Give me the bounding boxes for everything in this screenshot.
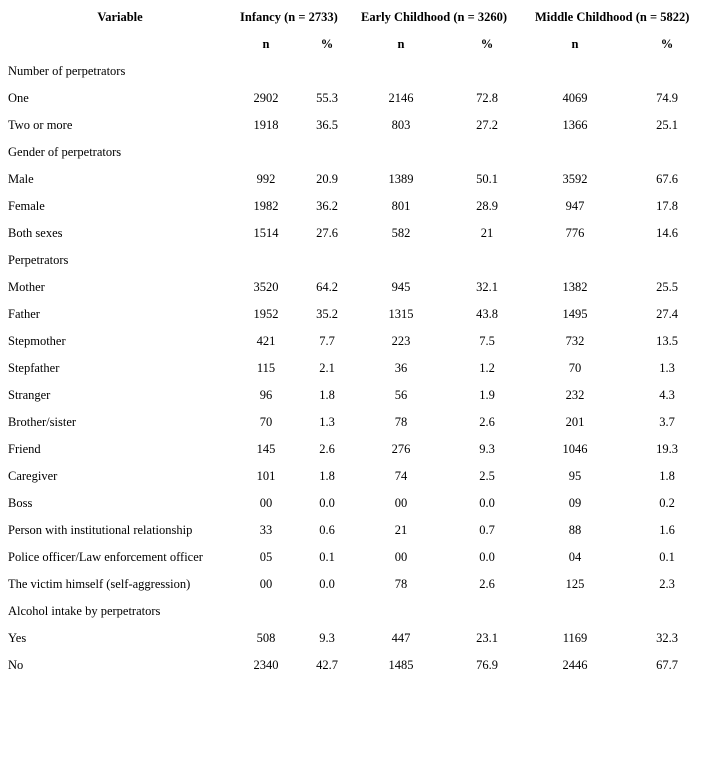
row-label: Caregiver [8, 469, 58, 483]
cell-middle-n: 1495 [562, 307, 588, 321]
cell-infancy-pct: 1.8 [319, 388, 335, 402]
cell-infancy-pct: 42.7 [316, 658, 338, 672]
table-row [0, 85, 717, 112]
cell-infancy-pct: 2.1 [319, 361, 335, 375]
cell-early-n: 74 [394, 469, 408, 483]
cell-middle-n: 1046 [562, 442, 588, 456]
cell-infancy-n: 1952 [253, 307, 279, 321]
table-row [0, 355, 717, 382]
cell-middle-pct: 3.7 [659, 415, 675, 429]
cell-middle-n: 88 [568, 523, 582, 537]
cell-middle-pct: 14.6 [656, 226, 678, 240]
section-label: Number of perpetrators [8, 64, 126, 78]
row-label: Police officer/Law enforcement officer [8, 550, 203, 564]
cell-infancy-pct: 9.3 [319, 631, 335, 645]
cell-early-n: 00 [394, 496, 408, 510]
cell-early-pct: 1.9 [479, 388, 495, 402]
cell-infancy-n: 96 [259, 388, 273, 402]
cell-middle-pct: 4.3 [659, 388, 675, 402]
row-label: One [8, 91, 29, 105]
cell-middle-pct: 1.3 [659, 361, 675, 375]
cell-infancy-n: 1514 [253, 226, 279, 240]
header-infancy: Infancy (n = 2733) [240, 10, 338, 24]
cell-early-pct: 7.5 [479, 334, 495, 348]
cell-early-pct: 0.0 [479, 550, 495, 564]
cell-early-pct: 9.3 [479, 442, 495, 456]
cell-early-n: 56 [394, 388, 408, 402]
cell-middle-pct: 13.5 [656, 334, 678, 348]
cell-infancy-n: 508 [256, 631, 276, 645]
row-label: Yes [8, 631, 27, 645]
header-variable: Variable [97, 10, 143, 24]
table-row [0, 409, 717, 436]
subheader-middle-n: n [571, 37, 579, 51]
cell-middle-pct: 1.6 [659, 523, 675, 537]
cell-middle-pct: 17.8 [656, 199, 678, 213]
table-row [0, 544, 717, 571]
cell-early-pct: 27.2 [476, 118, 498, 132]
cell-early-pct: 32.1 [476, 280, 498, 294]
cell-infancy-n: 421 [256, 334, 276, 348]
cell-infancy-n: 2340 [253, 658, 279, 672]
cell-early-n: 2146 [388, 91, 414, 105]
cell-middle-n: 04 [568, 550, 582, 564]
cell-middle-n: 125 [565, 577, 585, 591]
row-label: No [8, 658, 24, 672]
cell-middle-pct: 74.9 [656, 91, 678, 105]
cell-infancy-n: 33 [259, 523, 273, 537]
cell-infancy-n: 05 [259, 550, 273, 564]
cell-infancy-n: 00 [259, 496, 273, 510]
row-label: Person with institutional relationship [8, 523, 193, 537]
cell-infancy-n: 992 [256, 172, 276, 186]
row-label: Two or more [8, 118, 73, 132]
section-row [0, 139, 717, 166]
cell-middle-pct: 32.3 [656, 631, 678, 645]
cell-middle-pct: 67.7 [656, 658, 678, 672]
cell-middle-pct: 25.5 [656, 280, 678, 294]
cell-early-n: 582 [391, 226, 411, 240]
cell-infancy-n: 00 [259, 577, 273, 591]
table-row [0, 301, 717, 328]
table-row [0, 220, 717, 247]
row-label: The victim himself (self-aggression) [8, 577, 191, 591]
cell-middle-pct: 0.2 [659, 496, 675, 510]
table-row [0, 652, 717, 679]
subheader-middle-pct: % [660, 37, 674, 51]
cell-early-n: 447 [391, 631, 411, 645]
cell-infancy-pct: 0.0 [319, 496, 335, 510]
row-label: Stepmother [8, 334, 66, 348]
cell-infancy-pct: 55.3 [316, 91, 338, 105]
cell-middle-n: 4069 [562, 91, 588, 105]
section-row [0, 58, 717, 85]
cell-middle-n: 1169 [562, 631, 588, 645]
cell-early-pct: 28.9 [476, 199, 498, 213]
row-label: Stepfather [8, 361, 60, 375]
subheader-early-pct: % [480, 37, 494, 51]
cell-early-n: 945 [391, 280, 411, 294]
cell-infancy-n: 115 [256, 361, 276, 375]
cell-early-n: 36 [394, 361, 408, 375]
cell-early-n: 1485 [388, 658, 414, 672]
section-label: Gender of perpetrators [8, 145, 122, 159]
subheader-infancy-n: n [262, 37, 270, 51]
cell-early-n: 1389 [388, 172, 414, 186]
cell-early-pct: 2.6 [479, 415, 495, 429]
table-row [0, 382, 717, 409]
table-row [0, 328, 717, 355]
cell-middle-n: 09 [568, 496, 582, 510]
table-row [0, 625, 717, 652]
cell-early-n: 00 [394, 550, 408, 564]
section-row [0, 247, 717, 274]
table-row [0, 274, 717, 301]
cell-infancy-n: 1982 [253, 199, 279, 213]
cell-middle-pct: 1.8 [659, 469, 675, 483]
table-row [0, 166, 717, 193]
section-label: Alcohol intake by perpetrators [8, 604, 161, 618]
subheader-early-n: n [397, 37, 405, 51]
cell-early-pct: 50.1 [476, 172, 498, 186]
header-row [0, 4, 717, 31]
cell-infancy-pct: 0.1 [319, 550, 335, 564]
row-label: Male [8, 172, 34, 186]
cell-early-pct: 76.9 [476, 658, 498, 672]
row-label: Both sexes [8, 226, 63, 240]
cell-infancy-pct: 7.7 [319, 334, 335, 348]
cell-middle-n: 232 [565, 388, 585, 402]
cell-infancy-pct: 36.2 [316, 199, 338, 213]
subheader-infancy-pct: % [320, 37, 334, 51]
cell-infancy-pct: 0.0 [319, 577, 335, 591]
cell-early-pct: 1.2 [479, 361, 495, 375]
table-row [0, 490, 717, 517]
cell-early-n: 78 [394, 415, 408, 429]
cell-early-pct: 43.8 [476, 307, 498, 321]
cell-infancy-pct: 1.8 [319, 469, 335, 483]
cell-infancy-pct: 27.6 [316, 226, 338, 240]
cell-infancy-pct: 1.3 [319, 415, 335, 429]
row-label: Mother [8, 280, 45, 294]
cell-early-n: 21 [394, 523, 408, 537]
cell-middle-n: 947 [565, 199, 585, 213]
cell-early-n: 1315 [388, 307, 414, 321]
cell-early-n: 801 [391, 199, 411, 213]
cell-early-pct: 72.8 [476, 91, 498, 105]
cell-infancy-pct: 0.6 [319, 523, 335, 537]
cell-infancy-n: 3520 [253, 280, 279, 294]
cell-early-pct: 0.0 [479, 496, 495, 510]
header-middle-childhood: Middle Childhood (n = 5822) [535, 10, 690, 24]
cell-middle-pct: 19.3 [656, 442, 678, 456]
cell-infancy-pct: 20.9 [316, 172, 338, 186]
cell-middle-n: 1366 [562, 118, 588, 132]
cell-infancy-n: 1918 [253, 118, 279, 132]
cell-early-n: 276 [391, 442, 411, 456]
cell-middle-n: 70 [568, 361, 582, 375]
cell-early-pct: 2.6 [479, 577, 495, 591]
section-row [0, 598, 717, 625]
row-label: Boss [8, 496, 33, 510]
row-label: Female [8, 199, 45, 213]
cell-infancy-pct: 64.2 [316, 280, 338, 294]
cell-infancy-n: 145 [256, 442, 276, 456]
cell-early-n: 78 [394, 577, 408, 591]
cell-infancy-pct: 2.6 [319, 442, 335, 456]
header-early-childhood: Early Childhood (n = 3260) [361, 10, 508, 24]
cell-middle-n: 201 [565, 415, 585, 429]
table-row [0, 571, 717, 598]
cell-middle-pct: 67.6 [656, 172, 678, 186]
cell-infancy-pct: 36.5 [316, 118, 338, 132]
cell-middle-n: 1382 [562, 280, 588, 294]
cell-middle-pct: 27.4 [656, 307, 678, 321]
cell-early-n: 223 [391, 334, 411, 348]
table-row [0, 112, 717, 139]
cell-middle-pct: 0.1 [659, 550, 675, 564]
cell-infancy-pct: 35.2 [316, 307, 338, 321]
cell-early-n: 803 [391, 118, 411, 132]
table-row [0, 517, 717, 544]
cell-middle-pct: 25.1 [656, 118, 678, 132]
row-label: Friend [8, 442, 41, 456]
row-label: Brother/sister [8, 415, 77, 429]
cell-middle-n: 2446 [562, 658, 588, 672]
table-row [0, 193, 717, 220]
cell-middle-n: 3592 [562, 172, 588, 186]
cell-early-pct: 23.1 [476, 631, 498, 645]
cell-middle-n: 776 [565, 226, 585, 240]
cell-early-pct: 2.5 [479, 469, 495, 483]
cell-early-pct: 21 [480, 226, 494, 240]
cell-middle-n: 95 [568, 469, 582, 483]
cell-infancy-n: 70 [259, 415, 273, 429]
section-label: Perpetrators [8, 253, 69, 267]
table-row [0, 463, 717, 490]
table-row [0, 436, 717, 463]
cell-early-pct: 0.7 [479, 523, 495, 537]
cell-infancy-n: 101 [256, 469, 276, 483]
row-label: Stranger [8, 388, 51, 402]
cell-middle-pct: 2.3 [659, 577, 675, 591]
row-label: Father [8, 307, 40, 321]
subheader-row [0, 31, 717, 58]
cell-middle-n: 732 [565, 334, 585, 348]
cell-infancy-n: 2902 [253, 91, 279, 105]
